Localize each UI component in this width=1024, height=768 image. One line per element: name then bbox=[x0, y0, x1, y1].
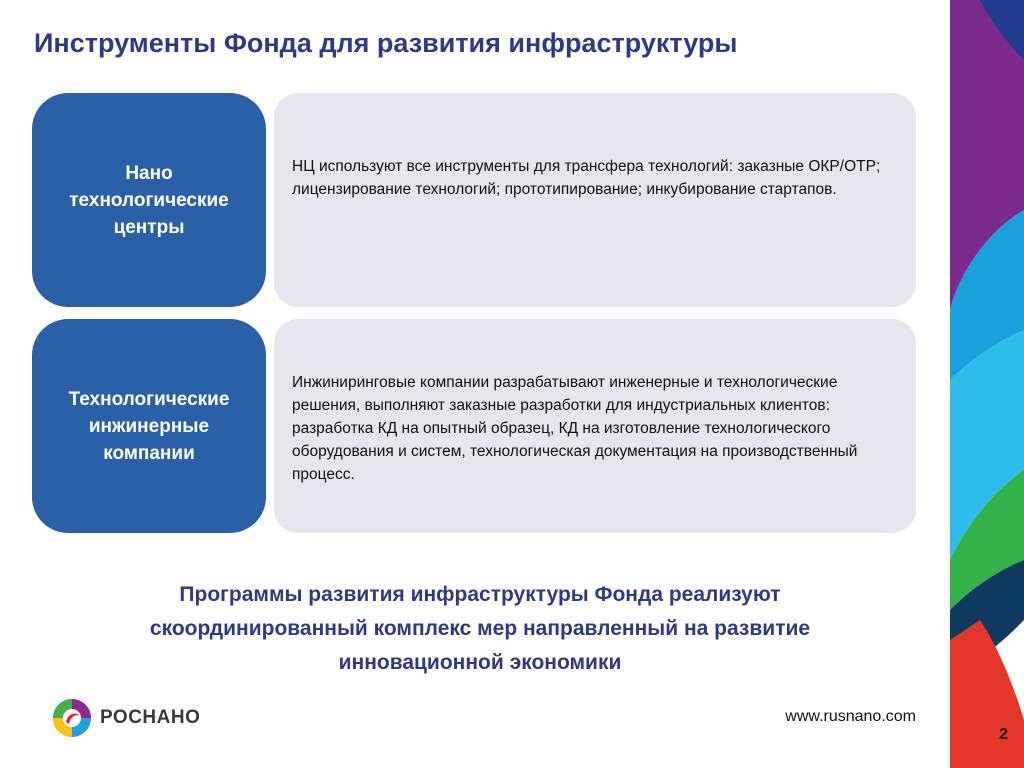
rusnano-logo bbox=[52, 698, 200, 738]
decorative-color-stripe bbox=[950, 0, 1024, 768]
row-label: Технологические инжинерные компании bbox=[68, 388, 230, 464]
rusnano-logo-icon bbox=[52, 698, 92, 738]
row-description: НЦ используют все инструменты для трансфера технологий: заказные ОКР/OTP; лицензирование технологий; прототипирование; инкубирование стартапов. bbox=[292, 158, 881, 198]
infrastructure-row-nanocenters bbox=[32, 93, 916, 307]
conclusion-text: Программы развития инфраструктуры Фонда реализуют скоординированный комплекс мер направленный на развитие инновационной экономики bbox=[149, 583, 811, 674]
row-description-box bbox=[274, 319, 916, 533]
row-label-box bbox=[32, 319, 266, 533]
logo-text: РОСНАНО bbox=[100, 707, 201, 728]
row-label: Нано технологические центры bbox=[69, 162, 229, 238]
slide-title: Инструменты Фонда для развития инфраструктуры bbox=[34, 28, 738, 58]
infrastructure-row-engineering bbox=[32, 319, 916, 533]
row-label-box bbox=[32, 93, 266, 307]
website-link[interactable]: www.rusnano.com bbox=[785, 708, 916, 725]
page-number: 2 bbox=[999, 726, 1008, 743]
row-description: Инжиниринговые компании разрабатывают инженерные и технологические решения, выполняют заказные разработки для индустриальных клиентов: разработка КД на опытный образец, КД на изготовление технологического оборудования и систем, технологическая документация на производственный процесс. bbox=[292, 374, 858, 483]
row-description-box bbox=[274, 93, 916, 307]
